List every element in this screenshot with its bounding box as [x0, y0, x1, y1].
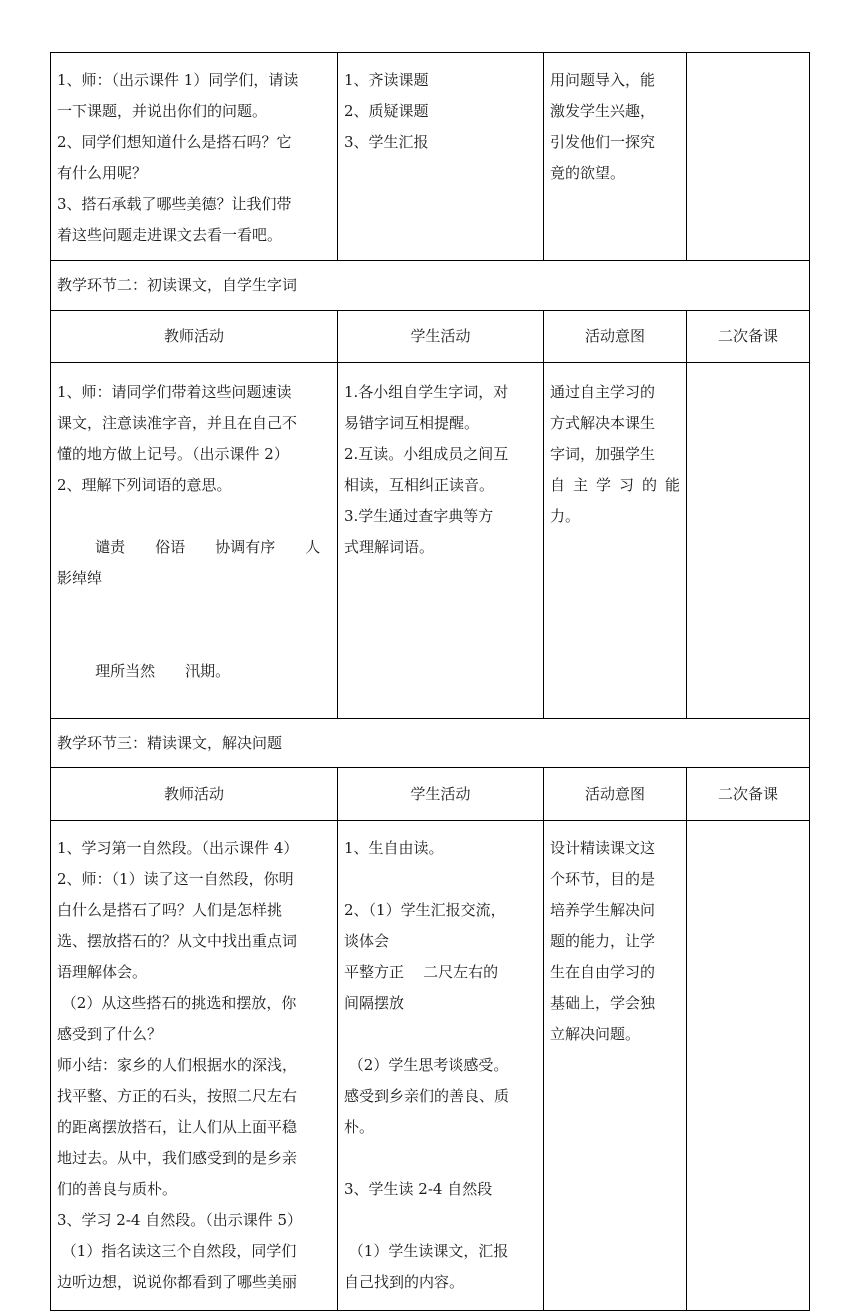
- header-student-activity: 学生活动: [338, 311, 544, 363]
- intent-line: 个环节，目的是: [550, 870, 656, 888]
- vocab-line: [57, 625, 331, 718]
- intent-line: 立解决问题。: [550, 1025, 641, 1043]
- intent-line: 生在自由学习的: [550, 963, 656, 981]
- table-row: [51, 821, 810, 1311]
- header-row: [51, 768, 810, 821]
- intent-line: 自主学习的能: [550, 476, 680, 494]
- header-student-activity: 学生活动: [338, 768, 544, 821]
- teacher-line: 3、学习 2-4 自然段。（出示课件 5）: [57, 1211, 303, 1229]
- intent-line: 设计精读课文这: [550, 839, 656, 857]
- student-line: 式理解词语。: [344, 538, 435, 556]
- blank-line: [344, 864, 537, 895]
- student-line: 1、生自由读。: [344, 839, 444, 857]
- intent-line: 培养学生解决问: [550, 901, 656, 919]
- teacher-line: 2、师：（1）读了这一自然段，你明: [57, 870, 294, 888]
- section-title: 教学环节三：精读课文，解决问题: [51, 719, 810, 768]
- table-row: [51, 53, 810, 261]
- blank-line: [344, 1143, 537, 1174]
- student-line: 3、学生读 2-4 自然段: [344, 1180, 493, 1198]
- teacher-line: 选、摆放搭石的？从文中找出重点词: [57, 932, 298, 950]
- teacher-line: 1、学习第一自然段。（出示课件 4）: [57, 839, 299, 857]
- student-line: 1、齐读课题: [344, 71, 429, 89]
- vocab-word: 协调有序: [215, 538, 276, 556]
- student-line: 平整方正 二尺左右的: [344, 963, 499, 981]
- teacher-line: 找平整、方正的石头，按照二尺左右: [57, 1087, 298, 1105]
- intent-cell: [544, 363, 687, 719]
- student-line: 谈体会: [344, 932, 390, 950]
- teacher-activity-cell: [51, 363, 338, 719]
- student-line: 相读，互相纠正读音。: [344, 476, 495, 494]
- blank-line: [344, 1205, 537, 1236]
- teacher-line: 感受到了什么？: [57, 1025, 163, 1043]
- vocab-word: 理所当然: [95, 662, 156, 680]
- teacher-line: 一下课题，并说出你们的问题。: [57, 102, 268, 120]
- intent-line: 通过自主学习的: [550, 383, 656, 401]
- teacher-line: 懂的地方做上记号。（出示课件 2）: [57, 445, 289, 463]
- intent-line: 激发学生兴趣，: [550, 102, 656, 120]
- teacher-line: 师小结：家乡的人们根据水的深浅，: [57, 1056, 298, 1074]
- intent-line: 引发他们一探究: [550, 133, 656, 151]
- teacher-line: 2、理解下列词语的意思。: [57, 476, 232, 494]
- vocab-word: 汛期。: [185, 662, 231, 680]
- blank-line: [344, 1019, 537, 1050]
- intent-line: 用问题导入，能: [550, 71, 656, 89]
- student-line: 1.各小组自学生字词，对: [344, 383, 509, 401]
- intent-line: 字词，加强学生: [550, 445, 656, 463]
- second-prep-cell: [687, 53, 810, 261]
- teacher-line: 1、师：请同学们带着这些问题速读: [57, 383, 292, 401]
- teacher-line: 2、同学们想知道什么是搭石吗？它: [57, 133, 292, 151]
- header-activity-intent: 活动意图: [544, 311, 687, 363]
- vocab-word: 人影绰绰: [57, 538, 321, 587]
- student-line: 自己找到的内容。: [344, 1273, 465, 1291]
- second-prep-cell: [687, 821, 810, 1311]
- student-activity-cell: [338, 53, 544, 261]
- teacher-line: 地过去。从中，我们感受到的是乡亲: [57, 1149, 298, 1167]
- intent-line: 题的能力，让学: [550, 932, 656, 950]
- student-line: 易错字词互相提醒。: [344, 414, 480, 432]
- vocab-line: [57, 501, 331, 625]
- header-second-prep: 二次备课: [687, 311, 810, 363]
- header-row: [51, 311, 810, 363]
- student-line: 感受到乡亲们的善良、质: [344, 1087, 510, 1105]
- student-line: 2、质疑课题: [344, 102, 429, 120]
- teacher-line: 边听边想，说说你都看到了哪些美丽: [57, 1273, 298, 1291]
- teacher-line: （2）从这些搭石的挑选和摆放，你: [57, 994, 297, 1012]
- teacher-line: 课文，注意读准字音，并且在自己不: [57, 414, 298, 432]
- section-title: 教学环节二：初读课文，自学生字词: [51, 261, 810, 311]
- student-activity-cell: [338, 363, 544, 719]
- table-row: [51, 363, 810, 719]
- student-activity-cell: [338, 821, 544, 1311]
- student-line: 2、（1）学生汇报交流，: [344, 901, 506, 919]
- second-prep-cell: [687, 363, 810, 719]
- teacher-line: 着这些问题走进课文去看一看吧。: [57, 226, 283, 244]
- teacher-line: （1）指名读这三个自然段，同学们: [57, 1242, 297, 1260]
- student-line: （2）学生思考谈感受。: [344, 1056, 509, 1074]
- teacher-activity-cell: [51, 53, 338, 261]
- header-teacher-activity: 教师活动: [51, 311, 338, 363]
- vocab-word: 俗语: [155, 538, 186, 556]
- intent-line: 竟的欲望。: [550, 164, 626, 182]
- intent-line: 力。: [550, 507, 581, 525]
- teacher-line: 的距离摆放搭石，让人们从上面平稳: [57, 1118, 298, 1136]
- teacher-line: 们的善良与质朴。: [57, 1180, 178, 1198]
- student-line: 2.互读。小组成员之间互: [344, 445, 509, 463]
- student-line: 3.学生通过查字典等方: [344, 507, 494, 525]
- section-row: [51, 261, 810, 311]
- intent-line: 基础上，学会独: [550, 994, 656, 1012]
- teacher-line: 1、师：（出示课件 1）同学们，请读: [57, 71, 299, 89]
- teacher-line: 白什么是搭石了吗？人们是怎样挑: [57, 901, 283, 919]
- teacher-line: 语理解体会。: [57, 963, 148, 981]
- student-line: （1）学生读课文，汇报: [344, 1242, 509, 1260]
- teacher-line: 3、搭石承载了哪些美德？让我们带: [57, 195, 292, 213]
- header-second-prep: 二次备课: [687, 768, 810, 821]
- intent-cell: [544, 821, 687, 1311]
- vocab-word: 谴责: [95, 538, 126, 556]
- student-line: 间隔摆放: [344, 994, 405, 1012]
- lesson-plan-table: [50, 52, 810, 1311]
- teacher-activity-cell: [51, 821, 338, 1311]
- header-activity-intent: 活动意图: [544, 768, 687, 821]
- intent-line: 方式解决本课生: [550, 414, 656, 432]
- header-teacher-activity: 教师活动: [51, 768, 338, 821]
- teacher-line: 有什么用呢？: [57, 164, 148, 182]
- intent-cell: [544, 53, 687, 261]
- student-line: 3、学生汇报: [344, 133, 429, 151]
- section-row: [51, 719, 810, 768]
- student-line: 朴。: [344, 1118, 375, 1136]
